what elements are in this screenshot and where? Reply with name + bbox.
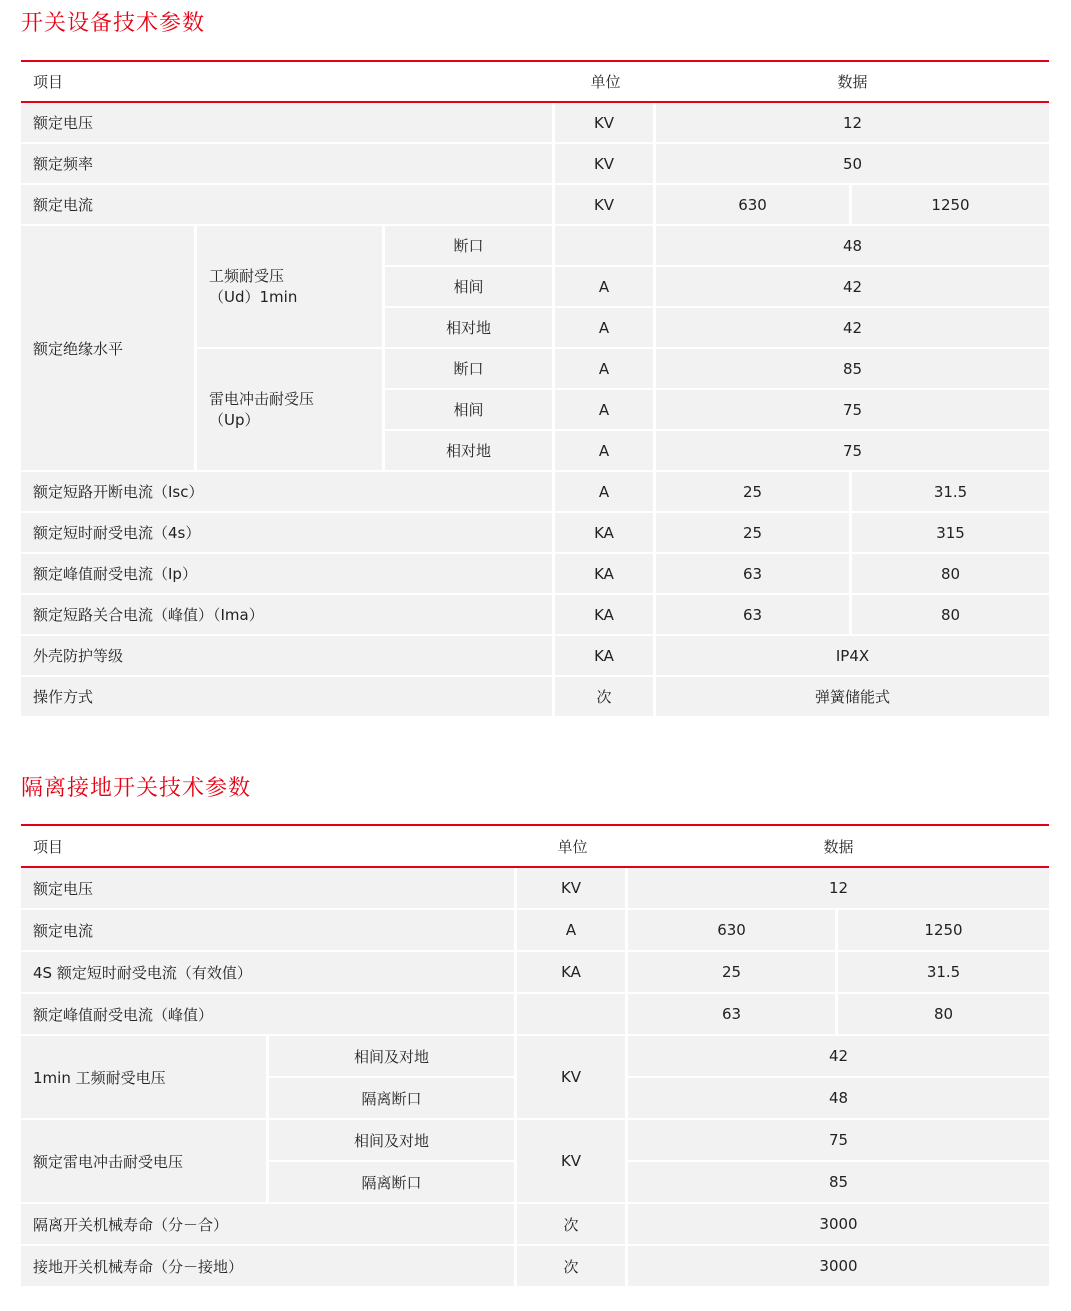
row-unit: A: [517, 910, 628, 952]
table-row: [21, 1246, 1049, 1288]
row-value: IP4X: [656, 636, 1049, 677]
group-label-line1: 工频耐受压: [209, 266, 285, 285]
lightning-label: 额定雷电冲击耐受电压: [21, 1120, 269, 1204]
table-header-row: [21, 60, 1049, 103]
row-label: 额定短路开断电流（Isc）: [21, 472, 555, 513]
table-row: [21, 185, 1049, 226]
row-value-2: 31.5: [852, 472, 1049, 513]
row-label: 4S 额定短时耐受电流（有效值）: [21, 952, 517, 994]
table-row: [21, 513, 1049, 554]
lightning-group-label: [197, 349, 385, 472]
table-header-row: [21, 824, 1049, 868]
table-row: [21, 910, 1049, 952]
row-label: 额定电流: [21, 910, 517, 952]
header-item: 项目: [21, 824, 517, 868]
row-unit: KA: [555, 636, 656, 677]
sub-label: 断口: [385, 349, 555, 390]
table-row: [21, 1204, 1049, 1246]
header-item: 项目: [21, 60, 555, 103]
group-label-line1: 雷电冲击耐受压: [209, 389, 315, 408]
row-label: 额定电流: [21, 185, 555, 226]
row-value-2: 315: [852, 513, 1049, 554]
row-unit: KA: [555, 595, 656, 636]
header-unit: 单位: [555, 60, 656, 103]
row-unit: A: [555, 349, 656, 390]
row-unit: A: [555, 390, 656, 431]
row-value-1: 25: [628, 952, 838, 994]
row-value: 75: [628, 1120, 1049, 1162]
section-title-switchgear: 开关设备技术参数: [21, 11, 206, 36]
row-value-1: 25: [656, 513, 852, 554]
table-row: [21, 952, 1049, 994]
table-row: [21, 472, 1049, 513]
row-value-2: 31.5: [838, 952, 1049, 994]
row-unit: 次: [517, 1204, 628, 1246]
section-title-disconnector: 隔离接地开关技术参数: [21, 776, 252, 801]
group-label-line2: （Ud）1min: [209, 287, 298, 306]
insulation-level-label: 额定绝缘水平: [21, 226, 197, 472]
sub-label: 相间: [385, 267, 555, 308]
row-value-1: 25: [656, 472, 852, 513]
row-label: 额定电压: [21, 103, 555, 144]
table-row: [21, 103, 1049, 144]
row-unit: A: [555, 308, 656, 349]
row-unit: 次: [555, 677, 656, 718]
row-unit: KA: [555, 554, 656, 595]
row-value: 50: [656, 144, 1049, 185]
sub-label: 断口: [385, 226, 555, 267]
header-data: 数据: [628, 824, 1049, 868]
row-unit: A: [555, 267, 656, 308]
row-value: 42: [656, 308, 1049, 349]
row-value-1: 63: [656, 554, 852, 595]
row-value-2: 1250: [852, 185, 1049, 226]
sub-label: 相对地: [385, 431, 555, 472]
row-unit: [555, 226, 656, 267]
row-value: 3000: [628, 1246, 1049, 1288]
row-label: 额定短时耐受电流（4s）: [21, 513, 555, 554]
sub-label: 相间及对地: [269, 1036, 517, 1078]
row-value: 3000: [628, 1204, 1049, 1246]
row-value: 75: [656, 431, 1049, 472]
table-row: [21, 595, 1049, 636]
switchgear-spec-table: [21, 60, 1049, 718]
row-label: 额定峰值耐受电流（Ip）: [21, 554, 555, 595]
row-value: 75: [656, 390, 1049, 431]
row-value-2: 80: [838, 994, 1049, 1036]
row-label: 额定短路关合电流（峰值）（Ima）: [21, 595, 555, 636]
power-frequency-group-label: [197, 226, 385, 349]
row-value-1: 630: [656, 185, 852, 226]
table-row: [21, 677, 1049, 718]
table-row: [21, 144, 1049, 185]
row-unit: KV: [555, 144, 656, 185]
power-frequency-label: 1min 工频耐受电压: [21, 1036, 269, 1120]
row-label: 额定电压: [21, 868, 517, 910]
row-unit: KA: [555, 513, 656, 554]
row-unit: KV: [555, 185, 656, 226]
row-value: 12: [628, 868, 1049, 910]
row-unit: [517, 994, 628, 1036]
row-value: 12: [656, 103, 1049, 144]
table-row: [21, 868, 1049, 910]
row-label: 额定峰值耐受电流（峰值）: [21, 994, 517, 1036]
row-unit: KV: [517, 1036, 628, 1120]
table-row: [21, 994, 1049, 1036]
row-label: 操作方式: [21, 677, 555, 718]
row-value: 48: [656, 226, 1049, 267]
header-unit: 单位: [517, 824, 628, 868]
row-value-1: 63: [628, 994, 838, 1036]
row-value: 42: [656, 267, 1049, 308]
row-unit: KV: [517, 868, 628, 910]
table-row: [21, 1036, 1049, 1078]
disconnector-spec-table: [21, 824, 1049, 1288]
row-value: 85: [628, 1162, 1049, 1204]
table-row: [21, 636, 1049, 677]
row-value-2: 80: [852, 554, 1049, 595]
group-label-line2: （Up）: [209, 410, 260, 429]
row-unit: KA: [517, 952, 628, 994]
row-value: 弹簧储能式: [656, 677, 1049, 718]
row-unit: A: [555, 472, 656, 513]
table-row: [21, 554, 1049, 595]
row-unit: KV: [555, 103, 656, 144]
row-value: 42: [628, 1036, 1049, 1078]
sub-label: 隔离断口: [269, 1078, 517, 1120]
row-value-2: 1250: [838, 910, 1049, 952]
row-unit: A: [555, 431, 656, 472]
row-unit: 次: [517, 1246, 628, 1288]
header-data: 数据: [656, 60, 1049, 103]
row-value-1: 630: [628, 910, 838, 952]
row-label: 隔离开关机械寿命（分－合）: [21, 1204, 517, 1246]
row-value: 85: [656, 349, 1049, 390]
sub-label: 隔离断口: [269, 1162, 517, 1204]
sub-label: 相间及对地: [269, 1120, 517, 1162]
row-value: 48: [628, 1078, 1049, 1120]
row-unit: KV: [517, 1120, 628, 1204]
table-row: [21, 1120, 1049, 1162]
row-label: 外壳防护等级: [21, 636, 555, 677]
row-label: 额定频率: [21, 144, 555, 185]
row-value-2: 80: [852, 595, 1049, 636]
row-value-1: 63: [656, 595, 852, 636]
sub-label: 相间: [385, 390, 555, 431]
table-row: [21, 226, 1049, 267]
sub-label: 相对地: [385, 308, 555, 349]
row-label: 接地开关机械寿命（分－接地）: [21, 1246, 517, 1288]
